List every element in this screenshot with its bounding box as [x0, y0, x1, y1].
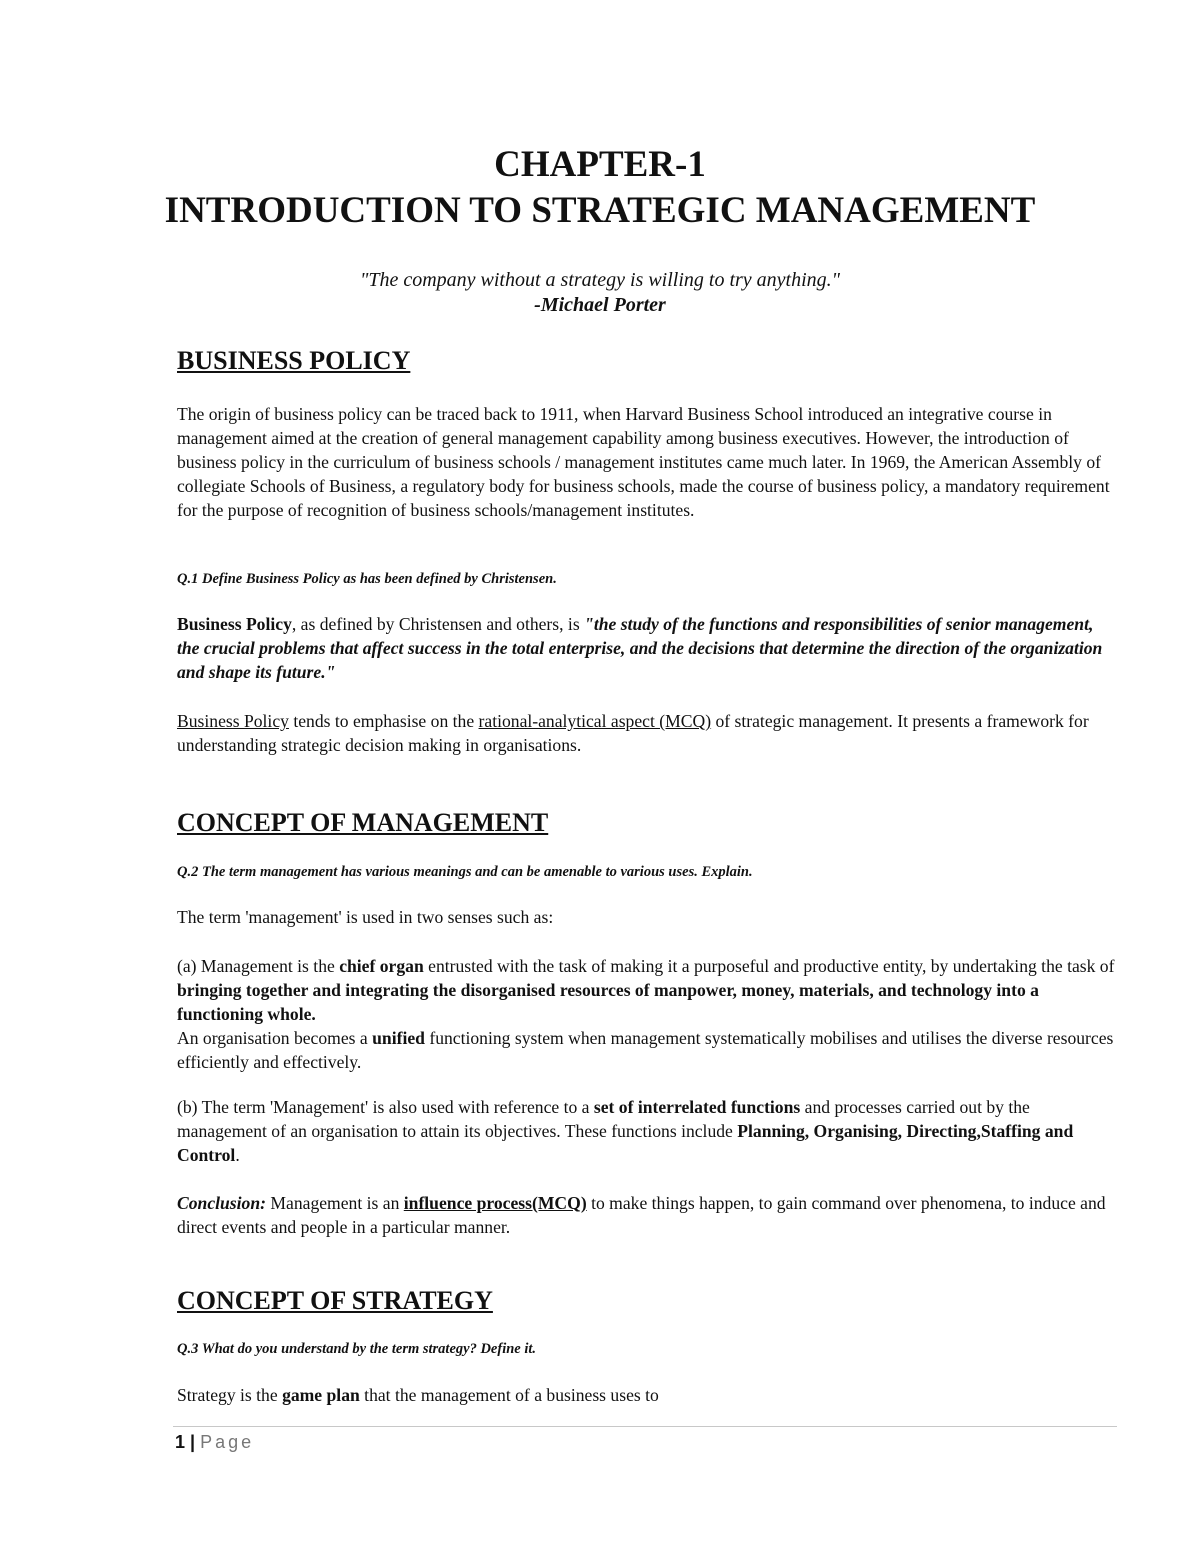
emphasis-mid: tends to emphasise on the	[288, 711, 479, 731]
management-heading: CONCEPT OF MANAGEMENT	[177, 808, 549, 837]
management-sense-a	[177, 954, 1117, 1074]
definition-quote: "the study of the functions and responsibilities of senior management, the crucial problems that affect success in the total enterprise, and the decisions that determine the direction of the organization and shape its future."	[177, 614, 1103, 682]
footer-divider	[173, 1426, 1117, 1427]
strategy-text-1: Strategy is the	[177, 1385, 283, 1405]
page-footer	[175, 1432, 254, 1453]
conclusion-text-2: to make things happen, to gain command over phenomena, to induce and direct events and people in a particular manner.	[177, 1193, 1106, 1237]
strategy-heading: CONCEPT OF STRATEGY	[177, 1286, 493, 1315]
strategy-definition	[177, 1383, 1117, 1407]
conclusion-text-1: Management is an	[265, 1193, 404, 1213]
business-policy-heading: BUSINESS POLICY	[177, 346, 411, 375]
definition-term: Business Policy	[177, 614, 292, 634]
epigraph-quote: "The company without a strategy is willing to try anything."	[359, 269, 841, 291]
epigraph-author: -Michael Porter	[534, 294, 666, 316]
mcq-influence-process: influence process(MCQ)	[403, 1193, 587, 1213]
game-plan: game plan	[282, 1385, 360, 1405]
chapter-number: CHAPTER-1	[494, 144, 706, 185]
management-conclusion	[177, 1191, 1117, 1239]
chapter-title: INTRODUCTION TO STRATEGIC MANAGEMENT	[164, 190, 1036, 231]
integrating-resources: bringing together and integrating the disorganised resources of manpower, money, materials, and technology into a functioning whole.	[177, 980, 1039, 1024]
page-number: 1	[175, 1432, 186, 1452]
business-policy-emphasis	[177, 709, 1117, 757]
strategy-text-2: that the management of a business uses to	[359, 1385, 659, 1405]
sense-b-text-3: .	[235, 1145, 240, 1165]
sense-b-text-1: (b) The term 'Management' is also used with reference to a	[177, 1097, 594, 1117]
question-2: Q.2 The term management has various meanings and can be amenable to various uses. Explain.	[177, 864, 753, 880]
management-functions: Planning, Organising, Directing,Staffing and Control	[177, 1121, 1074, 1165]
interrelated-functions: set of interrelated functions	[593, 1097, 801, 1117]
business-policy-intro: The origin of business policy can be traced back to 1911, when Harvard Business School introduced an integrative course in management aimed at the creation of general management capability among business executives. However, the introduction of business policy in the curriculum of business schools / management institutes came much later. In 1969, the American Assembly of collegiate Schools of Business, a regulatory body for business schools, made the course of business policy, a mandatory requirement for the purpose of recognition of business schools/management institutes.	[177, 404, 1110, 520]
definition-lead: , as defined by Christensen and others, is	[291, 614, 585, 634]
sense-a-text-3: An organisation becomes a	[177, 1028, 373, 1048]
footer-separator: |	[190, 1432, 196, 1452]
emphasis-tail: of strategic management. It presents a framework for understanding strategic decision making in organisations.	[177, 711, 1089, 755]
mcq-rational-analytical: rational-analytical aspect (MCQ)	[478, 711, 712, 731]
question-3: Q.3 What do you understand by the term strategy? Define it.	[177, 1341, 537, 1357]
sense-a-text-2: entrusted with the task of making it a purposeful and productive entity, by undertaking the task of	[423, 956, 1115, 976]
sense-a-text-4: functioning system when management systematically mobilises and utilises the diverse resources efficiently and effectively.	[177, 1028, 1114, 1072]
management-senses-intro: The term 'management' is used in two senses such as:	[177, 907, 554, 927]
conclusion-label: Conclusion:	[177, 1193, 266, 1213]
emphasis-term: Business Policy	[177, 711, 289, 731]
management-sense-b	[177, 1095, 1117, 1167]
page-label: Page	[200, 1432, 255, 1452]
question-1: Q.1 Define Business Policy as has been defined by Christensen.	[177, 571, 557, 587]
chief-organ: chief organ	[339, 956, 424, 976]
sense-b-text-2: and processes carried out by the management of an organisation to attain its objectives. These functions include	[177, 1097, 1030, 1141]
sense-a-text-1: (a) Management is the	[177, 956, 340, 976]
business-policy-definition	[177, 612, 1117, 684]
unified: unified	[372, 1028, 425, 1048]
